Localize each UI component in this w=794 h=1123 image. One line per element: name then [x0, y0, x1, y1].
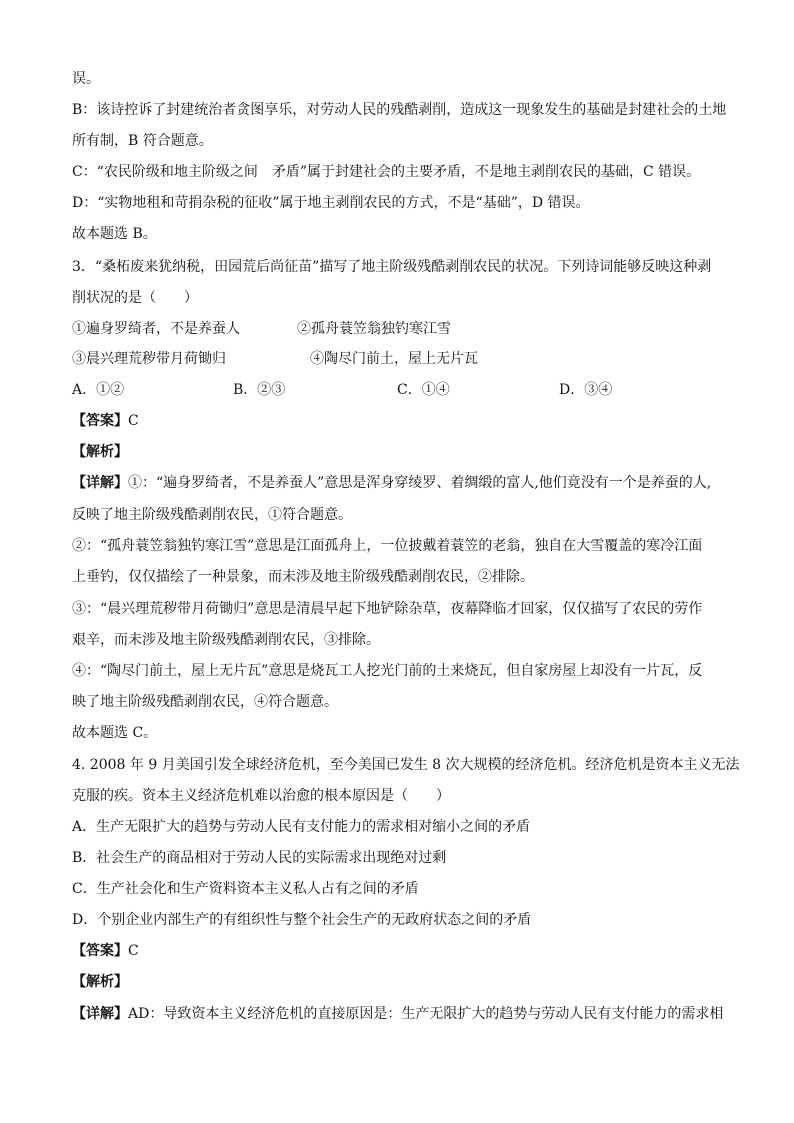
q4-detail-text: AD：导致资本主义经济危机的直接原因是：生产无限扩大的趋势与劳动人民有支付能力的需求相	[128, 1006, 724, 1022]
q4-detail-label: 【详解】	[72, 1006, 128, 1022]
q3-detail-1-line2: 反映了地主阶级残酷剥削农民，①符合题意。	[72, 507, 352, 523]
q3-poem-4: ④陶尽门前土，屋上无片瓦	[310, 351, 478, 367]
q4-stem-line2: 克服的疾。资本主义经济危机难以治愈的根本原因是（ ）	[72, 788, 450, 804]
q2-conclusion: 故本题选 B。	[72, 226, 157, 242]
q2-option-b-line2: 所有制，B 符合题意。	[72, 133, 213, 149]
q3-option-d: D．③④	[559, 382, 613, 398]
q3-detail-3-line1: ③：“晨兴理荒秽带月荷锄归”意思是清晨早起下地铲除杂草，夜幕降临才回家，仅仅描写了农民的劳作	[72, 601, 703, 617]
q2-analysis-tail: 误。	[72, 71, 100, 87]
q3-conclusion: 故本题选 C。	[72, 725, 158, 741]
q3-analysis-label: 【解析】	[72, 444, 128, 460]
q3-detail-1-text: ①：“遍身罗绮者，不是养蚕人”意思是浑身穿绫罗、着绸缎的富人,他们竟没有一个是养蚕的人,	[128, 475, 712, 491]
q3-answer-value: C	[128, 413, 139, 429]
q3-detail-4-line2: 映了地主阶级残酷剥削农民，④符合题意。	[72, 694, 338, 710]
q4-detail-line1	[72, 1005, 732, 1025]
q3-poem-1: ①遍身罗绮者，不是养蚕人	[72, 321, 240, 337]
q4-answer-value: C	[128, 943, 139, 959]
q3-detail-label: 【详解】	[72, 475, 128, 491]
q3-poem-row-1	[72, 320, 732, 340]
q3-option-b: B．②③	[233, 382, 286, 398]
q3-detail-2-line1: ②：“孤舟蓑笠翁独钓寒江雪”意思是江面孤舟上，一位披戴着蓑笠的老翁，独自在大雪覆盖的寒冷江面	[72, 538, 703, 554]
q4-analysis-label: 【解析】	[72, 974, 128, 990]
q2-option-d-analysis: D：“实物地租和苛捐杂税的征收”属于地主剥削农民的方式，不是“基础”，D 错误。	[72, 195, 590, 211]
q2-option-b-line1: B：该诗控诉了封建统治者贪图享乐，对劳动人民的残酷剥削，造成这一现象发生的基础是封建社会的土地	[72, 102, 727, 118]
q3-detail-4-line1: ④：“陶尽门前土，屋上无片瓦”意思是烧瓦工人挖光门前的土来烧瓦，但自家房屋上却没有一片瓦，反	[72, 663, 703, 679]
q3-stem-line2: 削状况的是（ ）	[72, 290, 198, 306]
q3-answer	[72, 412, 732, 432]
q2-option-c-analysis: C：“农民阶级和地主阶级之间 矛盾”属于封建社会的主要矛盾，不是地主剥削农民的基础，C 错误。	[72, 164, 701, 180]
q4-option-b: B．社会生产的商品相对于劳动人民的实际需求出现绝对过剩	[72, 850, 447, 866]
q3-poem-3: ③晨兴理荒秽带月荷锄归	[72, 351, 226, 367]
q3-answer-label: 【答案】	[72, 413, 128, 429]
q4-stem-line1: 4. 2008 年 9 月美国引发全球经济危机，至今美国已发生 8 次大规模的经济危机。经济危机是资本主义无法	[72, 757, 740, 773]
q3-option-c: C．①④	[397, 382, 450, 398]
q4-option-c: C．生产社会化和生产资料资本主义私人占有之间的矛盾	[72, 881, 419, 897]
q3-detail-1-line1	[72, 474, 732, 494]
q3-poem-2: ②孤舟蓑笠翁独钓寒江雪	[297, 321, 451, 337]
q4-option-d: D．个别企业内部生产的有组织性与整个社会生产的无政府状态之间的矛盾	[72, 912, 532, 928]
q4-answer-label: 【答案】	[72, 943, 128, 959]
q4-answer	[72, 942, 732, 962]
q3-stem-line1: 3．“桑柘废来犹纳税，田园荒后尚征苗”描写了地主阶级残酷剥削农民的状况。下列诗词能够反映这种剥	[72, 259, 712, 275]
q3-detail-3-line2: 艰辛，而未涉及地主阶级残酷剥削农民，③排除。	[72, 632, 380, 648]
q3-option-a: A．①②	[72, 382, 125, 398]
q3-detail-2-line2: 上垂钓，仅仅描绘了一种景象，而未涉及地主阶级残酷剥削农民，②排除。	[72, 569, 534, 585]
q4-option-a: A．生产无限扩大的趋势与劳动人民有支付能力的需求相对缩小之间的矛盾	[72, 819, 531, 835]
q3-poem-row-2	[72, 350, 732, 370]
q3-options-row	[72, 381, 732, 401]
